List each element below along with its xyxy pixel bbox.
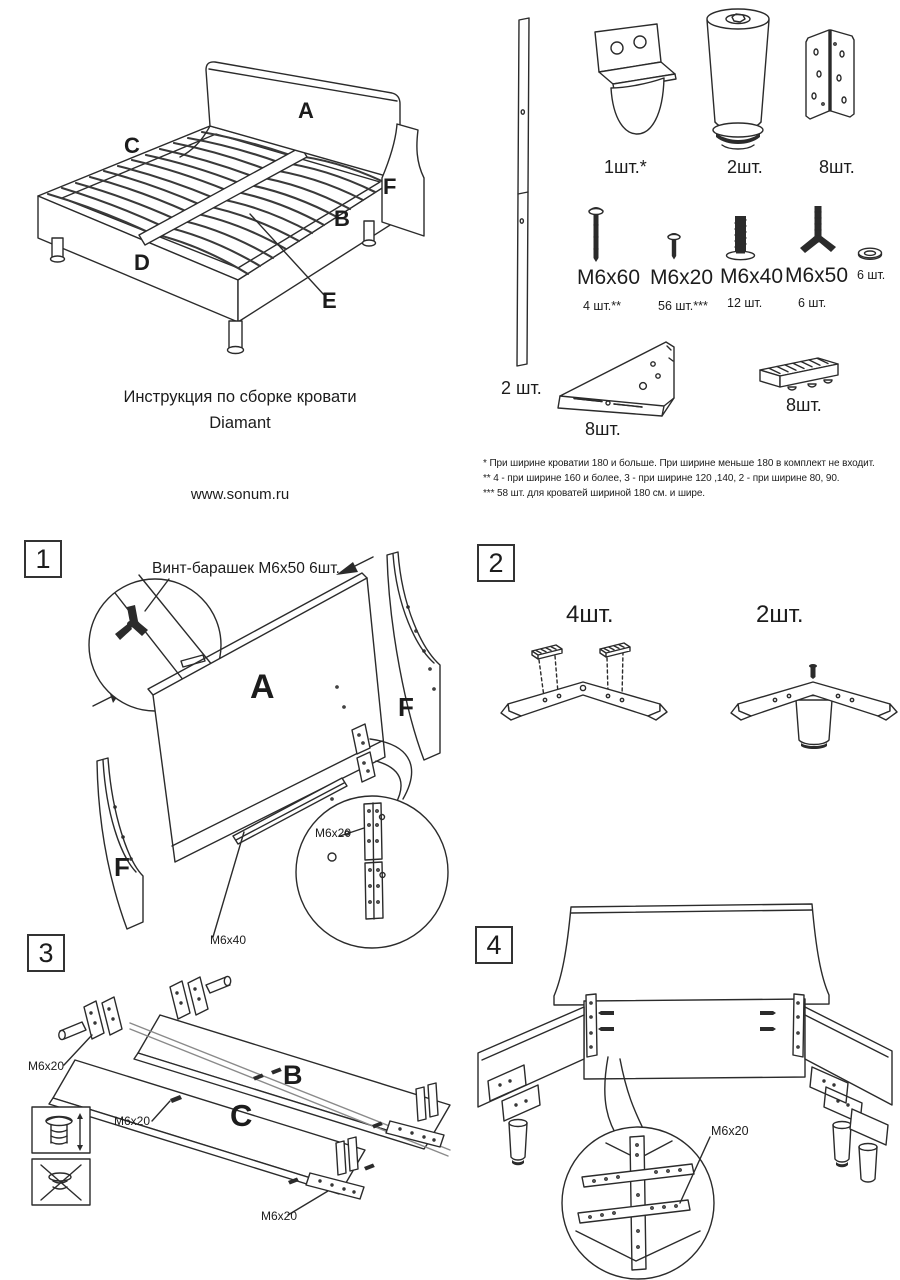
slat-part-drawing <box>510 16 538 378</box>
overview-label-f: F <box>383 174 397 199</box>
overview-label-c: C <box>124 133 140 158</box>
step-3-m6x20-label-3: M6x20 <box>261 1209 298 1223</box>
step-2-drawing <box>488 640 888 758</box>
page-title-line2: Diamant <box>209 414 271 432</box>
washer-drawing <box>856 246 884 262</box>
website-url: www.sonum.ru <box>190 486 290 503</box>
grip-pad-drawing <box>754 354 844 398</box>
washer-qty: 6 шт. <box>857 268 886 282</box>
triangle-bracket-qty: 8шт. <box>585 419 621 439</box>
screw-m6x20-size: M6x20 <box>650 266 714 289</box>
screw-m6x20-drawing <box>666 232 682 264</box>
slat-qty: 2 шт. <box>501 378 542 398</box>
screw-m6x40-size: M6x40 <box>720 265 784 288</box>
step-2-qty-left: 4шт. <box>566 601 614 628</box>
footnote-1: * При ширине кроватии 180 и больше. При ширине меньше 180 в комплект не входит. <box>483 458 875 469</box>
leg-part-drawing <box>702 6 774 148</box>
step-1-number: 1 <box>24 540 62 578</box>
screw-m6x40-qty: 12 шт. <box>727 296 763 310</box>
step-1-drawing <box>85 545 477 977</box>
step-3-number: 3 <box>27 934 65 972</box>
step-3-label-c: C <box>230 1098 253 1133</box>
step-1-callout: Винт-барашек М6х50 6шт. <box>152 560 340 577</box>
step-1-m6x20-label: M6x20 <box>315 826 352 840</box>
wing-screw-m6x50-drawing <box>796 204 840 258</box>
overview-label-d: D <box>134 250 150 275</box>
footnotes <box>483 456 900 501</box>
overview-label-a: A <box>298 98 314 123</box>
screw-m6x20-qty: 56 шт.*** <box>658 299 708 313</box>
step-3-m6x20-label-1: M6x20 <box>28 1059 65 1073</box>
support-bracket-qty: 1шт.* <box>604 157 647 177</box>
grip-pad-qty: 8шт. <box>786 395 822 415</box>
overview-label-e: E <box>322 288 337 313</box>
screw-m6x50-qty: 6 шт. <box>798 296 827 310</box>
screw-m6x40-drawing <box>724 214 758 262</box>
step-2-qty-right: 2шт. <box>756 601 804 628</box>
step-1-label-f-left: F <box>114 852 130 882</box>
corner-bracket-drawing <box>798 24 862 136</box>
step-4-m6x20-label: M6x20 <box>711 1124 749 1138</box>
triangle-bracket-drawing <box>550 334 692 428</box>
step-2-number: 2 <box>477 544 515 582</box>
step-4-drawing <box>460 895 900 1280</box>
step-1-m6x40-label: M6x40 <box>210 933 247 947</box>
step-1-label-a: A <box>250 668 275 706</box>
screw-m6x60-size: M6x60 <box>577 266 641 289</box>
step-1-label-f-right: F <box>398 692 414 722</box>
corner-bracket-qty: 8шт. <box>819 157 855 177</box>
screw-m6x60-drawing <box>586 206 606 264</box>
step-3-label-b: B <box>283 1060 303 1090</box>
support-bracket-drawing <box>583 20 683 152</box>
screw-m6x50-size: M6x50 <box>785 264 849 287</box>
overview-label-b: B <box>334 206 350 231</box>
screw-m6x60-qty: 4 шт.** <box>583 299 621 313</box>
step-3-m6x20-label-2: M6x20 <box>114 1114 151 1128</box>
leg-qty: 2шт. <box>727 157 763 177</box>
footnote-2: ** 4 - при ширине 160 и более, 3 - при ширине 120 ,140, 2 - при ширине 80, 90. <box>483 473 840 484</box>
footnote-3: *** 58 шт. для кроватей шириной 180 см. и шире. <box>483 488 705 499</box>
step-4-number: 4 <box>475 926 513 964</box>
page-title-line1: Инструкция по сборке кровати <box>123 388 357 406</box>
